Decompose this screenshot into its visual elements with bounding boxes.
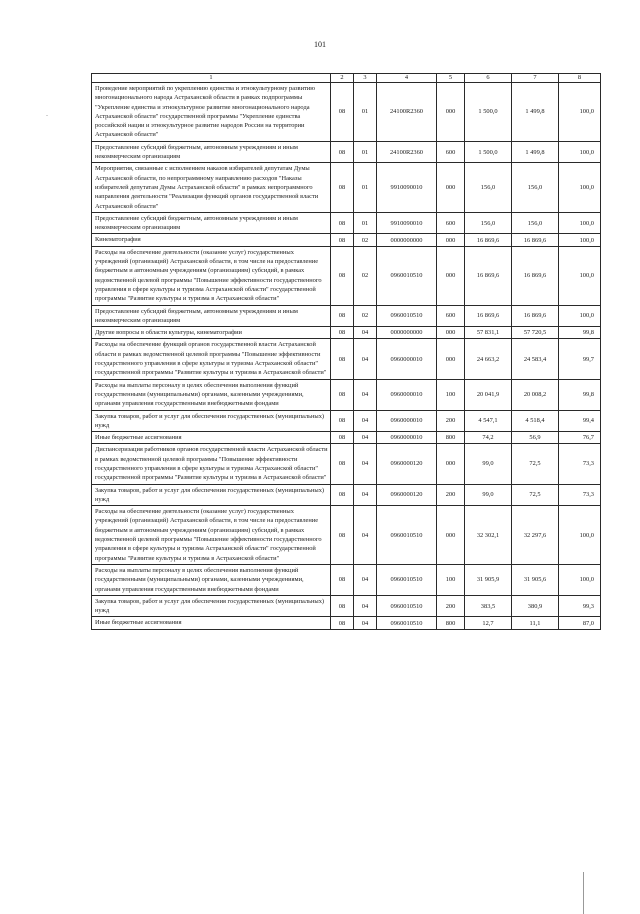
percent-cell: 99,8 — [559, 327, 601, 339]
planned-amount-cell: 16 869,6 — [465, 305, 512, 327]
percent-cell: 100,0 — [559, 305, 601, 327]
subsection-code-cell: 04 — [354, 506, 377, 565]
section-code-cell: 08 — [331, 410, 354, 432]
actual-amount-cell: 16 869,6 — [512, 246, 559, 305]
table-row — [92, 410, 601, 432]
target-article-cell: 0000000000 — [377, 327, 437, 339]
expense-type-cell: 000 — [437, 506, 465, 565]
subsection-code-cell: 04 — [354, 327, 377, 339]
table-row — [92, 432, 601, 444]
target-article-cell: 0960000010 — [377, 432, 437, 444]
row-name-cell: Другие вопросы в области культуры, кинематографии — [92, 327, 331, 339]
expense-type-cell: 100 — [437, 564, 465, 595]
subsection-code-cell: 04 — [354, 564, 377, 595]
expense-type-cell: 800 — [437, 432, 465, 444]
row-name-cell: Расходы на обеспечение деятельности (оказание услуг) государственных учреждений (организаций) Астраханской области, в том числе на предоставление бюджетным и автономным учреждениям (организациям) субсидий, в рамках ведомственной целевой программы "Повышение эффективности государственного управления в сфере культуры и туризма Астраханской области" государственной программы "Развитие культуры и туризма в Астраханской области" — [92, 246, 331, 305]
page-number: 101 — [314, 40, 326, 49]
planned-amount-cell: 24 663,2 — [465, 339, 512, 379]
actual-amount-cell: 1 499,8 — [512, 141, 559, 163]
percent-cell: 99,7 — [559, 339, 601, 379]
percent-cell: 99,3 — [559, 595, 601, 617]
percent-cell: 100,0 — [559, 564, 601, 595]
row-name-cell: Проведение мероприятий по укреплению единства и этнокультурному развитию многонационального народа Астраханской области в рамках подпрограммы "Укрепление единства и этнокультурное развитие многонационального народа Астраханской области" государственной программы "Укрепление единства российской нации и этнокультурное развитие народов России на территории Астраханской области" — [92, 83, 331, 142]
subsection-code-cell: 04 — [354, 444, 377, 484]
row-name-cell: Иные бюджетные ассигнования — [92, 432, 331, 444]
table-row — [92, 246, 601, 305]
column-number: 8 — [559, 74, 601, 83]
scan-mark: - — [46, 113, 48, 119]
target-article-cell: 0000000000 — [377, 234, 437, 246]
target-article-cell: 0960010510 — [377, 617, 437, 629]
row-name-cell: Мероприятия, связанные с исполнением наказов избирателей депутатам Думы Астраханской области, по непрограммному направлению расходов "Наказы избирателей депутатам Думы Астраханской области" в рамках непрограммного направления деятельности "Реализация функций органов государственной власти Астраханской области" — [92, 163, 331, 212]
target-article-cell: 9910090010 — [377, 163, 437, 212]
column-number: 6 — [465, 74, 512, 83]
section-code-cell: 08 — [331, 564, 354, 595]
expense-type-cell: 600 — [437, 212, 465, 234]
actual-amount-cell: 72,5 — [512, 484, 559, 506]
target-article-cell: 24100R2360 — [377, 141, 437, 163]
actual-amount-cell: 57 720,5 — [512, 327, 559, 339]
planned-amount-cell: 32 302,1 — [465, 506, 512, 565]
row-name-cell: Предоставление субсидий бюджетным, автономным учреждениям и иным некоммерческим организациям — [92, 305, 331, 327]
percent-cell: 100,0 — [559, 246, 601, 305]
section-code-cell: 08 — [331, 163, 354, 212]
subsection-code-cell: 01 — [354, 141, 377, 163]
section-code-cell: 08 — [331, 444, 354, 484]
expense-type-cell: 200 — [437, 484, 465, 506]
actual-amount-cell: 1 499,8 — [512, 83, 559, 142]
planned-amount-cell: 31 905,9 — [465, 564, 512, 595]
planned-amount-cell: 99,0 — [465, 444, 512, 484]
section-code-cell: 08 — [331, 327, 354, 339]
percent-cell: 99,8 — [559, 379, 601, 410]
percent-cell: 100,0 — [559, 234, 601, 246]
percent-cell: 73,3 — [559, 444, 601, 484]
column-number: 5 — [437, 74, 465, 83]
target-article-cell: 0960010510 — [377, 564, 437, 595]
target-article-cell: 9910090010 — [377, 212, 437, 234]
section-code-cell: 08 — [331, 339, 354, 379]
planned-amount-cell: 57 831,1 — [465, 327, 512, 339]
section-code-cell: 08 — [331, 379, 354, 410]
actual-amount-cell: 16 869,6 — [512, 234, 559, 246]
subsection-code-cell: 04 — [354, 432, 377, 444]
expense-type-cell: 000 — [437, 327, 465, 339]
percent-cell: 100,0 — [559, 212, 601, 234]
target-article-cell: 0960010510 — [377, 595, 437, 617]
subsection-code-cell: 04 — [354, 617, 377, 629]
expense-type-cell: 000 — [437, 83, 465, 142]
expense-type-cell: 000 — [437, 339, 465, 379]
table-row — [92, 564, 601, 595]
percent-cell: 100,0 — [559, 506, 601, 565]
table-row — [92, 484, 601, 506]
section-code-cell: 08 — [331, 246, 354, 305]
percent-cell: 87,0 — [559, 617, 601, 629]
section-code-cell: 08 — [331, 83, 354, 142]
row-name-cell: Закупка товаров, работ и услуг для обеспечения государственных (муниципальных) нужд — [92, 410, 331, 432]
budget-table-body — [92, 74, 601, 630]
expense-type-cell: 000 — [437, 444, 465, 484]
expense-type-cell: 600 — [437, 305, 465, 327]
section-code-cell: 08 — [331, 141, 354, 163]
table-row — [92, 327, 601, 339]
percent-cell: 99,4 — [559, 410, 601, 432]
planned-amount-cell: 383,5 — [465, 595, 512, 617]
planned-amount-cell: 12,7 — [465, 617, 512, 629]
section-code-cell: 08 — [331, 212, 354, 234]
column-number-row — [92, 74, 601, 83]
subsection-code-cell: 02 — [354, 305, 377, 327]
subsection-code-cell: 02 — [354, 246, 377, 305]
row-name-cell: Диспансеризация работников органов государственной власти Астраханской области в рамках ведомственной целевой программы "Повышение эффективности государственного управления в сфере культуры и туризма Астраханской области" государственной программы "Развитие культуры и туризма в Астраханской области" — [92, 444, 331, 484]
column-number: 3 — [354, 74, 377, 83]
subsection-code-cell: 04 — [354, 379, 377, 410]
percent-cell: 76,7 — [559, 432, 601, 444]
target-article-cell: 0960000120 — [377, 444, 437, 484]
actual-amount-cell: 72,5 — [512, 444, 559, 484]
planned-amount-cell: 16 869,6 — [465, 246, 512, 305]
table-row — [92, 234, 601, 246]
actual-amount-cell: 16 869,6 — [512, 305, 559, 327]
row-name-cell: Предоставление субсидий бюджетным, автономным учреждениям и иным некоммерческим организациям — [92, 141, 331, 163]
actual-amount-cell: 156,0 — [512, 163, 559, 212]
planned-amount-cell: 4 547,1 — [465, 410, 512, 432]
target-article-cell: 0960010510 — [377, 506, 437, 565]
subsection-code-cell: 04 — [354, 484, 377, 506]
actual-amount-cell: 20 008,2 — [512, 379, 559, 410]
section-code-cell: 08 — [331, 484, 354, 506]
row-name-cell: Кинематография — [92, 234, 331, 246]
column-number: 2 — [331, 74, 354, 83]
subsection-code-cell: 01 — [354, 212, 377, 234]
subsection-code-cell: 01 — [354, 83, 377, 142]
section-code-cell: 08 — [331, 305, 354, 327]
actual-amount-cell: 32 297,6 — [512, 506, 559, 565]
column-number: 1 — [92, 74, 331, 83]
target-article-cell: 0960000120 — [377, 484, 437, 506]
percent-cell: 100,0 — [559, 141, 601, 163]
budget-table — [91, 73, 601, 630]
expense-type-cell: 000 — [437, 246, 465, 305]
planned-amount-cell: 20 041,9 — [465, 379, 512, 410]
row-name-cell: Закупка товаров, работ и услуг для обеспечения государственных (муниципальных) нужд — [92, 484, 331, 506]
table-row — [92, 212, 601, 234]
percent-cell: 73,3 — [559, 484, 601, 506]
actual-amount-cell: 4 518,4 — [512, 410, 559, 432]
row-name-cell: Расходы на обеспечение деятельности (оказание услуг) государственных учреждений (организаций) Астраханской области, в том числе на предоставление бюджетным и автономным учреждениям (организациям) субсидий, в рамках ведомственной целевой программы "Повышение эффективности государственного управления в сфере культуры и туризма Астраханской области" государственной программы "Развитие культуры и туризма в Астраханской области" — [92, 506, 331, 565]
expense-type-cell: 200 — [437, 595, 465, 617]
actual-amount-cell: 380,9 — [512, 595, 559, 617]
table-row — [92, 163, 601, 212]
planned-amount-cell: 1 500,0 — [465, 141, 512, 163]
expense-type-cell: 000 — [437, 234, 465, 246]
table-row — [92, 595, 601, 617]
section-code-cell: 08 — [331, 432, 354, 444]
expense-type-cell: 200 — [437, 410, 465, 432]
section-code-cell: 08 — [331, 234, 354, 246]
table-row — [92, 444, 601, 484]
table-row — [92, 617, 601, 629]
section-code-cell: 08 — [331, 506, 354, 565]
expense-type-cell: 000 — [437, 163, 465, 212]
table-row — [92, 379, 601, 410]
planned-amount-cell: 74,2 — [465, 432, 512, 444]
planned-amount-cell: 16 869,6 — [465, 234, 512, 246]
target-article-cell: 24100R2360 — [377, 83, 437, 142]
expense-type-cell: 600 — [437, 141, 465, 163]
column-number: 7 — [512, 74, 559, 83]
expense-type-cell: 100 — [437, 379, 465, 410]
planned-amount-cell: 156,0 — [465, 163, 512, 212]
target-article-cell: 0960000010 — [377, 379, 437, 410]
planned-amount-cell: 156,0 — [465, 212, 512, 234]
subsection-code-cell: 04 — [354, 595, 377, 617]
section-code-cell: 08 — [331, 595, 354, 617]
row-name-cell: Расходы на выплаты персоналу в целях обеспечения выполнения функций государственными (муниципальными) органами, казенными учреждениями, органами управления государственными внебюджетными фондами — [92, 564, 331, 595]
actual-amount-cell: 31 905,6 — [512, 564, 559, 595]
target-article-cell: 0960010510 — [377, 246, 437, 305]
subsection-code-cell: 02 — [354, 234, 377, 246]
scan-edge-line — [583, 872, 584, 914]
table-row — [92, 506, 601, 565]
actual-amount-cell: 11,1 — [512, 617, 559, 629]
expense-type-cell: 800 — [437, 617, 465, 629]
actual-amount-cell: 156,0 — [512, 212, 559, 234]
target-article-cell: 0960000010 — [377, 410, 437, 432]
section-code-cell: 08 — [331, 617, 354, 629]
row-name-cell: Предоставление субсидий бюджетным, автономным учреждениям и иным некоммерческим организациям — [92, 212, 331, 234]
row-name-cell: Иные бюджетные ассигнования — [92, 617, 331, 629]
actual-amount-cell: 24 583,4 — [512, 339, 559, 379]
target-article-cell: 0960000010 — [377, 339, 437, 379]
planned-amount-cell: 1 500,0 — [465, 83, 512, 142]
table-row — [92, 83, 601, 142]
actual-amount-cell: 56,9 — [512, 432, 559, 444]
target-article-cell: 0960010510 — [377, 305, 437, 327]
table-row — [92, 339, 601, 379]
column-number: 4 — [377, 74, 437, 83]
table-row — [92, 305, 601, 327]
row-name-cell: Расходы на обеспечение функций органов государственной власти Астраханской области в рамках ведомственной целевой программы "Повышение эффективности государственного управления в сфере культуры и туризма Астраханской области" государственной программы "Развитие культуры и туризма в Астраханской области" — [92, 339, 331, 379]
subsection-code-cell: 04 — [354, 410, 377, 432]
planned-amount-cell: 99,0 — [465, 484, 512, 506]
row-name-cell: Расходы на выплаты персоналу в целях обеспечения выполнения функций государственными (муниципальными) органами, казенными учреждениями, органами управления государственными внебюджетными фондами — [92, 379, 331, 410]
subsection-code-cell: 04 — [354, 339, 377, 379]
table-row — [92, 141, 601, 163]
percent-cell: 100,0 — [559, 83, 601, 142]
percent-cell: 100,0 — [559, 163, 601, 212]
subsection-code-cell: 01 — [354, 163, 377, 212]
row-name-cell: Закупка товаров, работ и услуг для обеспечения государственных (муниципальных) нужд — [92, 595, 331, 617]
